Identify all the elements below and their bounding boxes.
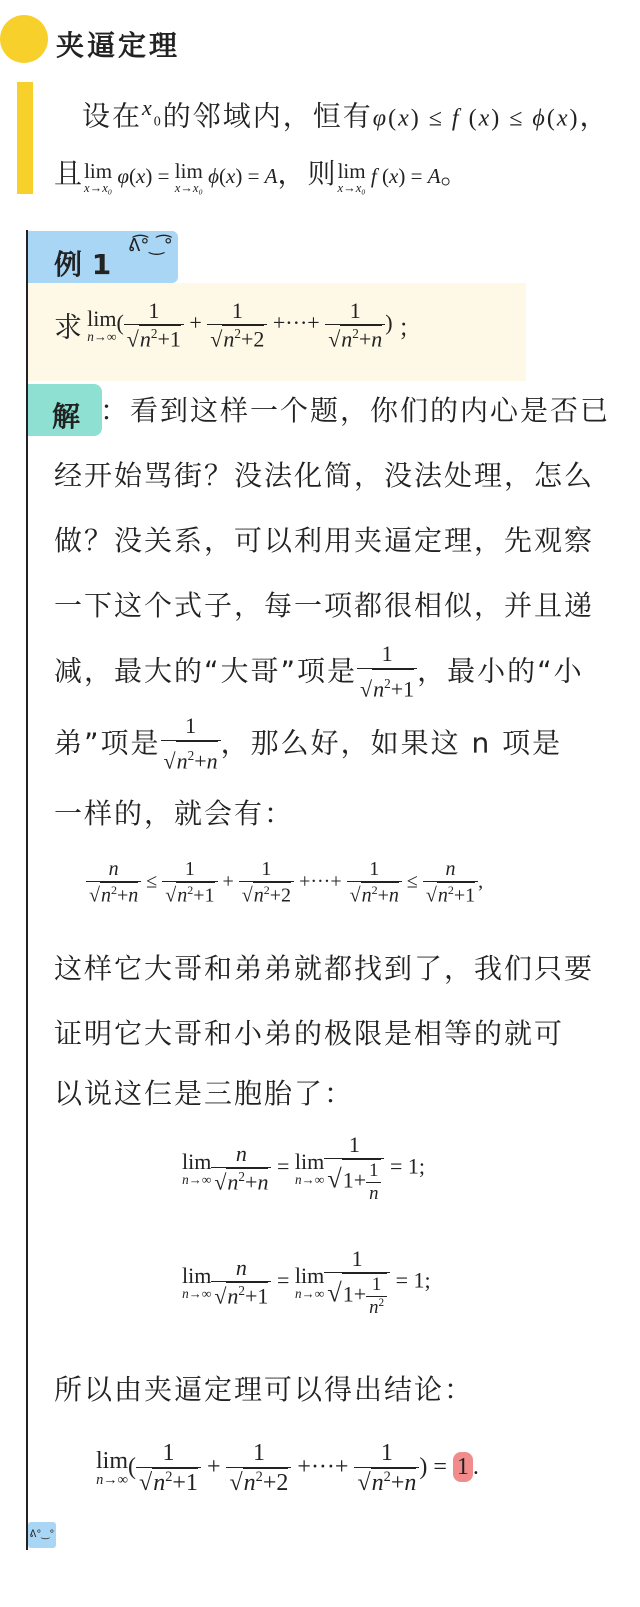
section-title: 夹逼定理 (56, 29, 181, 62)
face-sticker-icon: ᕕ°‿° (28, 1522, 56, 1548)
inequality-chain: $\frac{n}{√n^2+n}$ ≤ $\frac{1}{√n^2+1}$ + $\frac{1}{√n^2+2}$ +···+ $\frac{1}{√n^2+n}$ ≤ $\frac{n}{√n^2+1}$ , (86, 858, 483, 908)
solution-line-10: 以说这仨是三胞胎了： (54, 1077, 355, 1110)
little-brother-term: $\frac{1}{√n^2+n}$ (161, 712, 221, 775)
title-dot (0, 15, 48, 63)
theorem-conclusion: lim x→x₀ f (x) = A (337, 159, 441, 196)
solution-line-9: 证明它大哥和小弟的极限是相等的就可 (54, 1017, 565, 1050)
solution-line-4: 一下这个式子，每一项都很相似，并且递 (54, 589, 595, 622)
solution-line-1: ：看到这样一个题，你们的内心是否已 (100, 394, 611, 427)
theorem-line2-prefix: 且 (54, 157, 85, 190)
limit-equation-1: lim n→∞ $\frac{n}{√n^2+n}$ = lim n→∞ 1 √1+ $\frac{1}{n}$ = 1; (182, 1132, 425, 1204)
example-label: 例 1 (54, 248, 112, 281)
theorem-inequality: φ(x) ≤ f (x) ≤ ϕ(x) (372, 105, 580, 132)
solution-line-6: 弟”项是 $\frac{1}{√n^2+n}$ ，那么好，如果这 n 项是 (54, 713, 563, 774)
solution-line-5: 减，最大的“大哥”项是 $\frac{1}{√n^2+1}$ ，最小的“小 (54, 641, 584, 702)
solution-line-2: 经开始骂街？没法化简，没法处理，怎么 (54, 459, 595, 492)
solution-label: 解 (52, 400, 81, 433)
theorem-line-1: 设在$^x$0的邻域内，恒有φ(x) ≤ f (x) ≤ ϕ(x)， (82, 95, 610, 133)
ask-prefix: 求 (54, 310, 83, 344)
question-formula: lim n→∞ ( $\frac{1}{√n^2+1}$ + $\frac{1}{√n^2+2}$ +···+ $\frac{1}{√n^2+n}$ ) (87, 298, 399, 352)
theorem-limits: lim x→x₀ φ(x) = lim x→x₀ ϕ(x) = A (84, 159, 278, 196)
solution-line-7: 一样的，就会有： (54, 797, 295, 830)
ask-end: ； (398, 314, 423, 343)
big-brother-term: $\frac{1}{√n^2+1}$ (357, 640, 417, 703)
solution-label-box (28, 384, 102, 436)
solution-line-8: 这样它大哥和弟弟就都找到了，我们只要 (54, 952, 595, 985)
theorem-bar (17, 82, 33, 194)
limit-equation-2: lim n→∞ $\frac{n}{√n^2+1}$ = lim n→∞ 1 √1+ $\frac{1}{n^2}$ = 1; (182, 1246, 431, 1319)
theorem-line1-prefix: 设在 (82, 99, 143, 133)
answer-highlight: 1 (453, 1452, 473, 1482)
theorem-line1-end: ， (579, 99, 610, 133)
question-line (54, 298, 422, 352)
solution-line-11: 所以由夹逼定理可以得出结论： (54, 1373, 475, 1406)
theorem-line-2 (54, 157, 471, 196)
face-sticker-icon: ᕕ͡°‿͡° (128, 235, 173, 256)
theorem-line2-end: 。 (440, 157, 471, 190)
theorem-line1-mid: 的邻域内，恒有 (162, 99, 373, 133)
example-label-box (28, 231, 178, 283)
solution-line-3: 做？没关系，可以利用夹逼定理，先观察 (54, 524, 595, 557)
theorem-line2-mid: ，则 (277, 157, 338, 190)
final-equation: lim n→∞ ( $\frac{1}{√n^2+1}$ + $\frac{1}{√n^2+2}$ +···+ $\frac{1}{√n^2+n}$ ) = 1 . (96, 1440, 479, 1496)
